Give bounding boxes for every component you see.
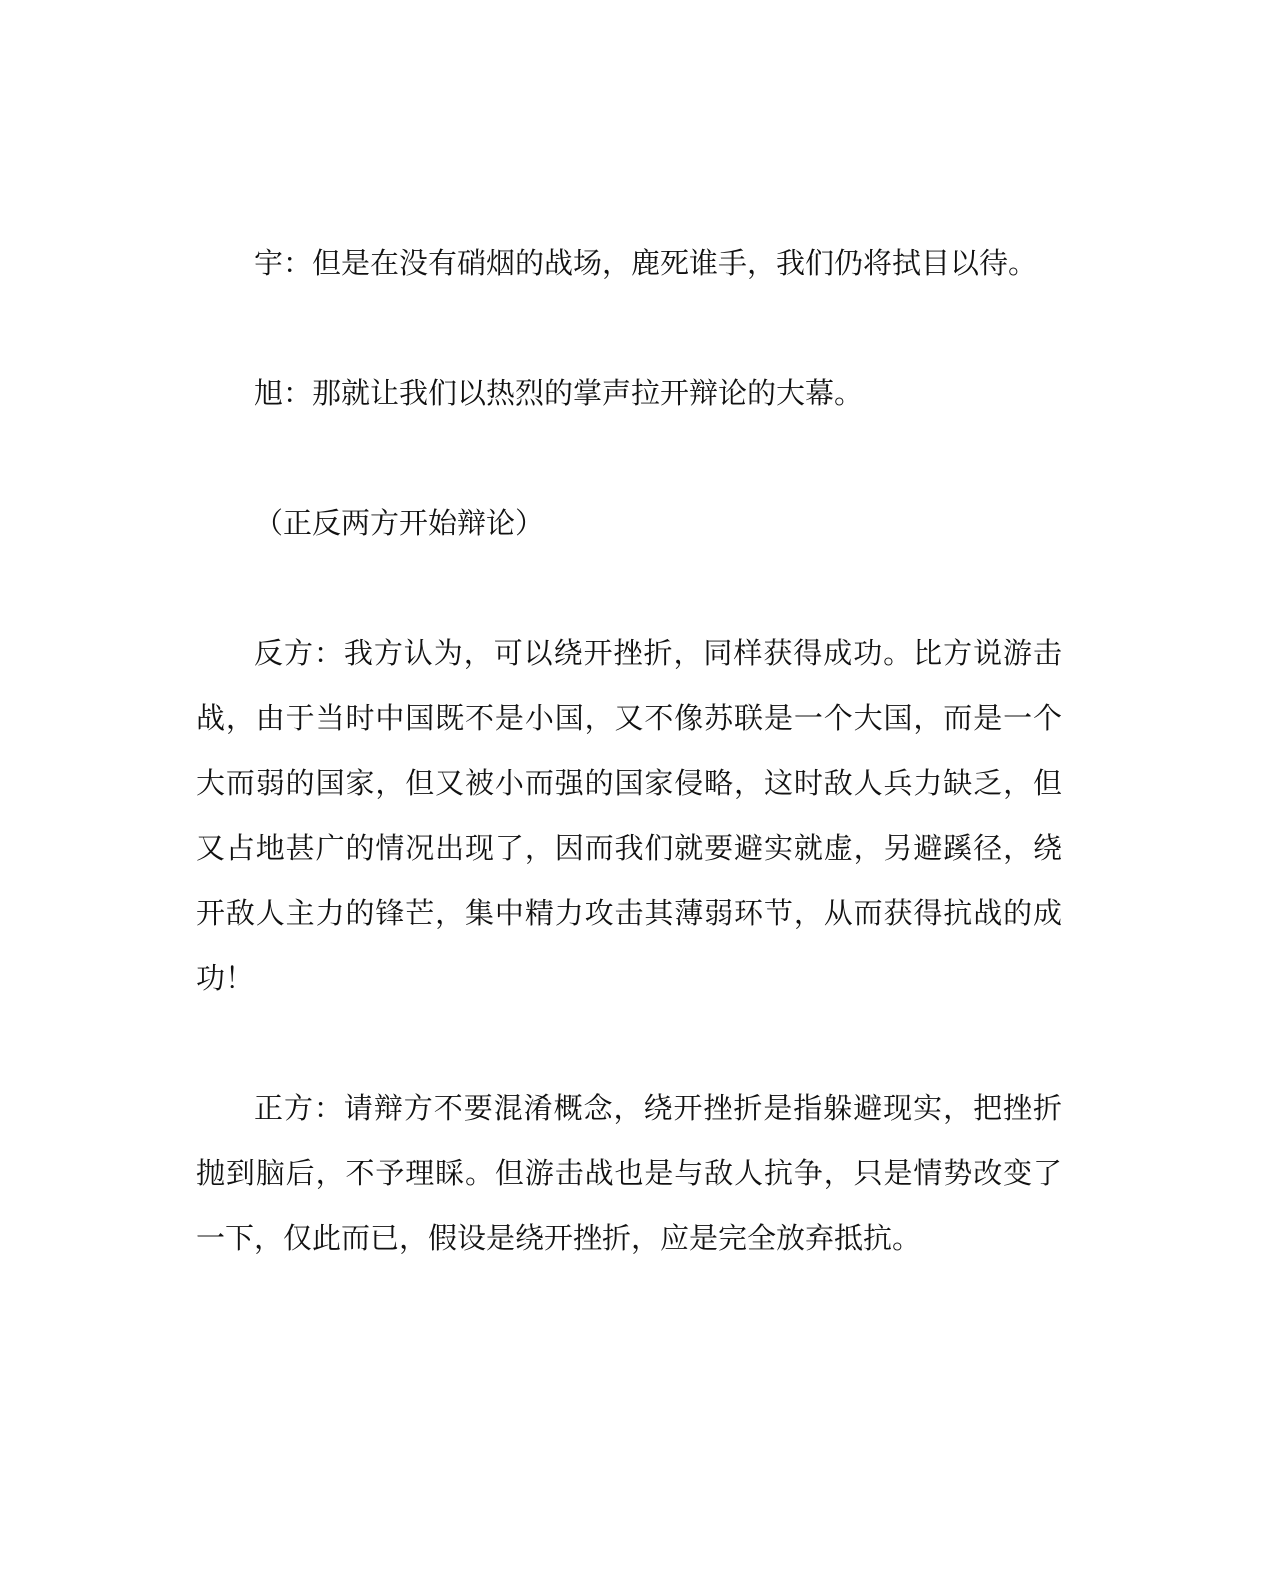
document-body [196, 231, 1062, 1271]
paragraph-spacer [196, 556, 1062, 621]
paragraph-3: （正反两方开始辩论） [254, 506, 545, 540]
paragraph-4: 反方：我方认为，可以绕开挫折，同样获得成功。比方说游击战，由于当时中国既不是小国，又不像苏联是一个大国，而是一个大而弱的国家，但又被小而强的国家侵略，这时敌人兵力缺乏，但又占地甚广的情况出现了，因而我们就要避实就虚，另避蹊径，绕开敌人主力的锋芒，集中精力攻击其薄弱环节，从而获得抗战的成功！ [196, 636, 1062, 995]
paragraph-5: 正方：请辩方不要混淆概念，绕开挫折是指躲避现实，把挫折抛到脑后，不予理睬。但游击战也是与敌人抗争，只是情势改变了一下，仅此而已，假设是绕开挫折，应是完全放弃抵抗。 [196, 1091, 1062, 1255]
paragraph-spacer [196, 426, 1062, 491]
paragraph-2: 旭：那就让我们以热烈的掌声拉开辩论的大幕。 [254, 376, 864, 410]
paragraph-spacer [196, 1011, 1062, 1076]
paragraph-spacer [196, 296, 1062, 361]
paragraph-1: 宇：但是在没有硝烟的战场，鹿死谁手，我们仍将拭目以待。 [254, 246, 1038, 280]
